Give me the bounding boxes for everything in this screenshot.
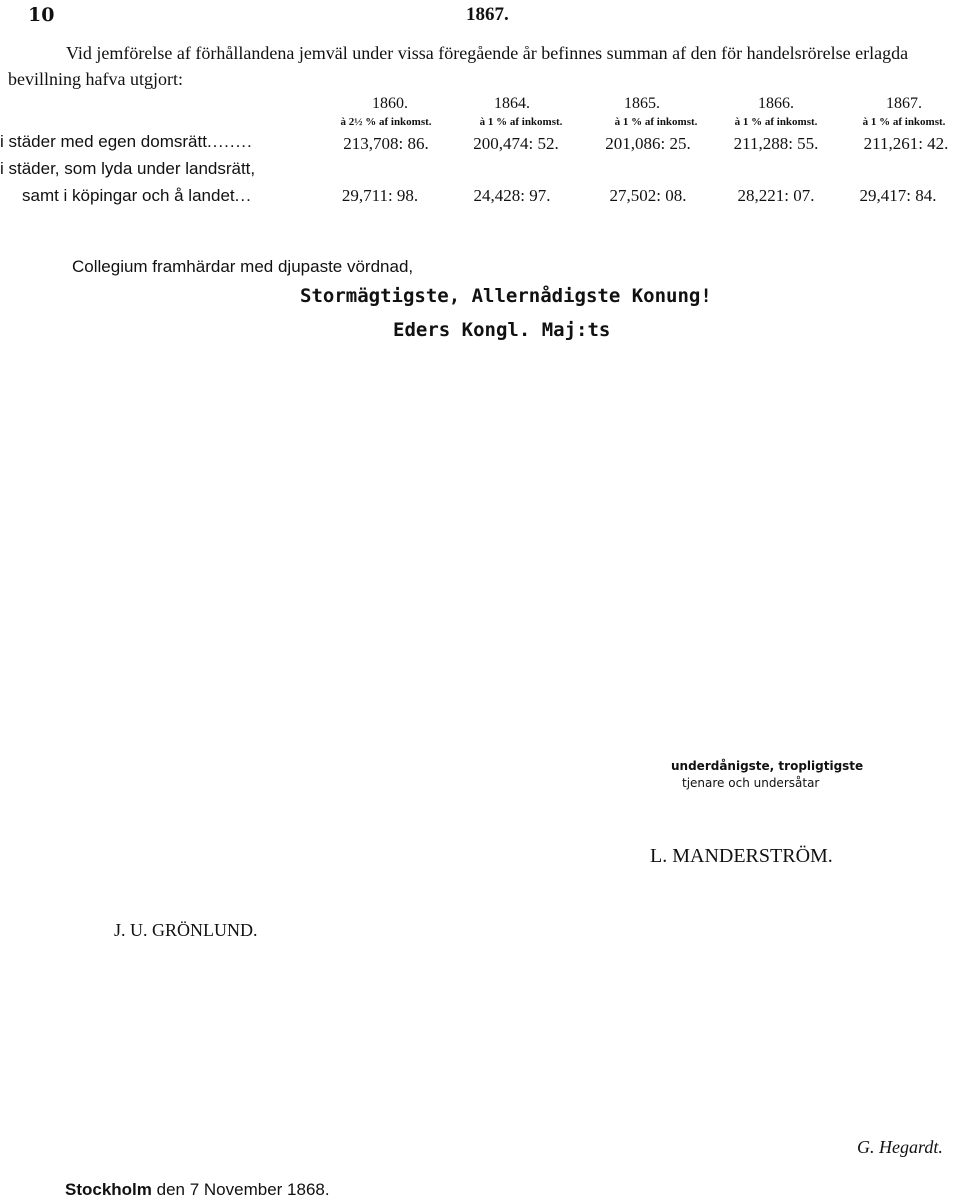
table-cell: 200,474: 52. xyxy=(473,134,559,153)
humbly-line-1: underdånigste, tropligtigste xyxy=(671,759,864,773)
column-year: 1864. xyxy=(494,95,530,112)
column-rate: à 1 % af inkomst. xyxy=(614,116,698,128)
dateline-place: Stockholm xyxy=(65,1180,152,1199)
column-year: 1865. xyxy=(624,95,660,112)
dateline xyxy=(65,1180,330,1200)
column-year: 1866. xyxy=(758,95,794,112)
table-row-label: i städer med egen domsrätt........ xyxy=(0,132,253,151)
page-number: 10 xyxy=(28,4,55,26)
column-year: 1860. xyxy=(372,95,408,112)
salutation: Stormägtigste, Allernådigste Konung! xyxy=(300,285,712,307)
intro-paragraph: Vid jemförelse af förhållandena jemväl under vissa föregående år befinnes summan af den för handelsrörelse erlagda bevillning hafva utgjort: xyxy=(8,43,909,89)
signature-clerk: G. Hegardt. xyxy=(857,1137,943,1157)
table-cell: 27,502: 08. xyxy=(609,186,687,205)
table-row-label: samt i köpingar och å landet... xyxy=(22,186,252,205)
column-year: 1867. xyxy=(886,95,922,112)
column-rate: à 1 % af inkomst. xyxy=(734,116,818,128)
dateline-date: den 7 November 1868. xyxy=(156,1180,330,1199)
table-row-label: i städer, som lyda under landsrätt, xyxy=(0,159,256,178)
majesty-line: Eders Kongl. Maj:ts xyxy=(393,319,611,341)
closing-line: Collegium framhärdar med djupaste vördnad, xyxy=(72,257,414,276)
table-cell: 213,708: 86. xyxy=(343,134,429,153)
table-cell: 29,711: 98. xyxy=(341,186,419,205)
humbly-line-2: tjenare och undersåtar xyxy=(682,776,820,790)
column-rate: à 2½ % af inkomst. xyxy=(340,116,432,128)
table-cell: 211,261: 42. xyxy=(863,134,949,153)
table-cell: 201,086: 25. xyxy=(605,134,691,153)
signature-main: L. MANDERSTRÖM. xyxy=(650,845,833,867)
table-cell: 24,428: 97. xyxy=(473,186,551,205)
table-cell: 211,288: 55. xyxy=(733,134,819,153)
signature-left: J. U. GRÖNLUND. xyxy=(114,920,258,940)
table-cell: 28,221: 07. xyxy=(737,186,815,205)
column-rate: à 1 % af inkomst. xyxy=(862,116,946,128)
column-rate: à 1 % af inkomst. xyxy=(479,116,563,128)
table-cell: 29,417: 84. xyxy=(859,186,937,205)
page-year: 1867. xyxy=(466,4,509,25)
